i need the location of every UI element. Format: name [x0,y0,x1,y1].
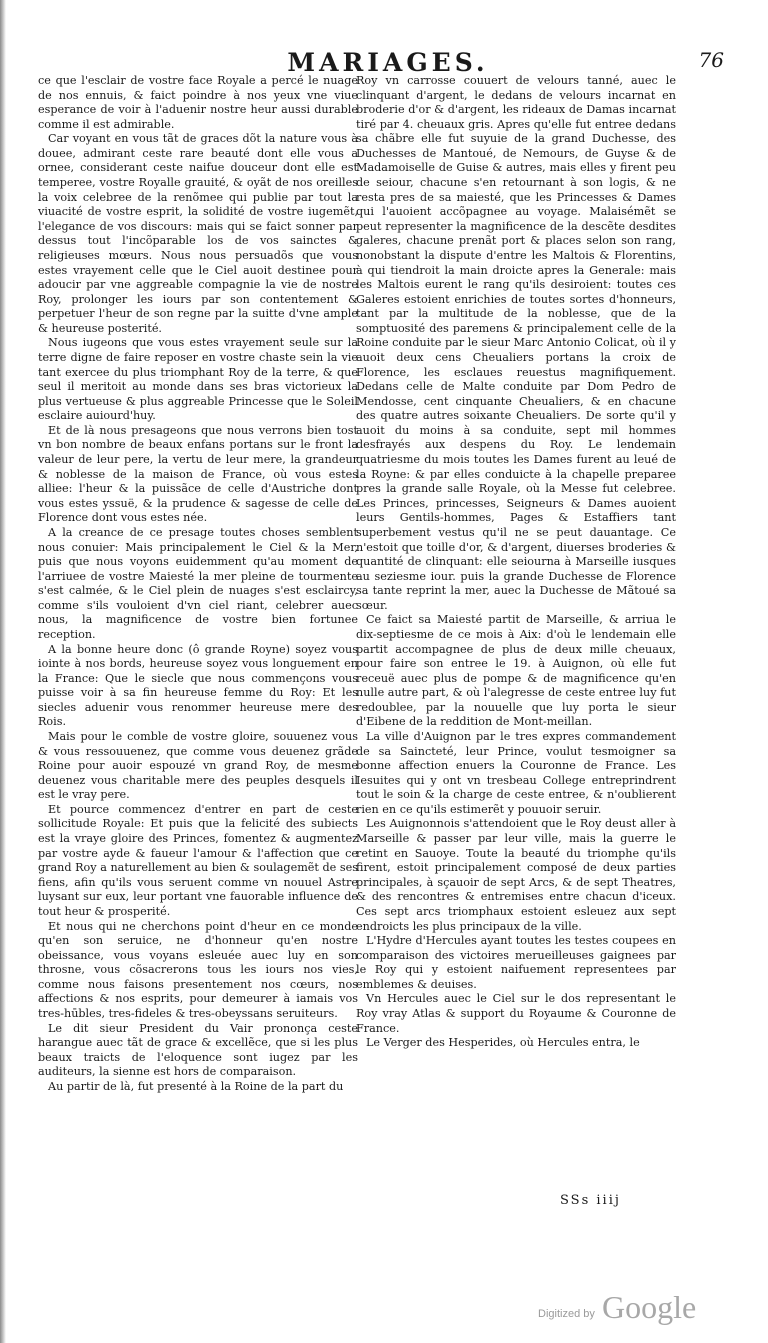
paragraph: Vn Hercules auec le Ciel sur le dos representant le Roy vray Atlas & support du Royaume & Couronne de France. [356,992,676,1035]
paragraph: L'Hydre d'Hercules ayant toutes les testes coupees en comparaison des victoires merueilleuses gaignees par le Roy qui y estoient naifuement representees par emblemes & deuises. [356,934,676,991]
paragraph: La ville d'Auignon par le tres expres commandement de sa Saincteté, leur Prince, voulut tesmoigner sa bonne affection enuers la Couronne de France. Les Iesuites qui y ont vn tresbeau College entreprindrent tout le soin & la charge de ceste entree, & n'oublierent rien en ce qu'ils estimerẽt y pouuoir seruir. [356,730,676,816]
paragraph: Ce faict sa Maiesté partit de Marseille, & arriua le dix-septiesme de ce mois à Aix: d'où le lendemain elle partit accompagnee de plus de deux mille cheuaux, pour faire son entree le 19. à Auignon, où elle fut receuë auec plus de pompe & de magnificence qu'en nulle autre part, & où l'alegresse de ceste entree luy fut redoublee, par la nouuelle que luy porta le sieur d'Eibene de la reddition de Mont-meillan. [356,613,676,729]
paragraph: ce que l'esclair de vostre face Royale a percé le nuage de nos ennuis, & faict poindre à nos yeux vne viue esperance de voir à l'aduenir nostre heur aussi durable comme il est admirable. [38,74,358,131]
paragraph: Le dit sieur President du Vair prononça ceste harangue auec tãt de grace & excellẽce, que si les plus beaux traicts de l'eloquence sont iugez par les auditeurs, la sienne est hors de comparaison. [38,1021,358,1079]
page-number: 76 [698,48,724,72]
paragraph: Roy vn carrosse couuert de velours tanné, auec le clinquant d'argent, le dedans de velours incarnat en broderie d'or & d'argent, les rideaux de Damas incarnat tiré par 4. cheuaux gris. Apres qu'elle fut entree dedans sa chãbre elle fut suyuie de la grand Duchesse, des Duchesses de Mantoué, de Nemours, de Guyse & de Madamoiselle de Guise & autres, mais elles y firent peu de seiour, chacune s'en retournant à son logis, & ne resta pres de sa maiesté, que les Princesses & Dames qui l'auoient accõpagnee au voyage. Malaisémẽt se peut representer la magnificence de la descẽte desdites galeres, chacune prenãt port & places selon son rang, nonobstant la dispute d'entre les Maltois & Florentins, à qui tiendroit la main droicte apres la Generale: mais les Maltois eurent le rang qu'ils desiroient: toutes ces Galeres estoient enrichies de toutes sortes d'honneurs, tant par la multitude de la noblesse, que de la somptuosité des paremens & principalement celle de la Roine conduite par le sieur Marc Antonio Colicat, où il y auoit deux cens Cheualiers portans la croix de Florence, les esclaues reuestus magnifiquement. Dedans celle de Malte conduite par Dom Pedro de Mendosse, cent cinquante Cheualiers, & en chacune des quatre autres soixante Cheualiers. De sorte qu'il y auoit du moins à sa conduite, sept mil hommes desfrayés aux despens du Roy. Le lendemain quatriesme du mois toutes les Dames furent au leué de la Royne: & par elles conduicte à la chapelle preparee pres la grande salle Royale, où la Messe fut celebree. Les Princes, princesses, Seigneurs & Dames auoient leurs Gentils-hommes, Pages & Estaffiers tant superbement vestus qu'il ne se peut dauantage. Ce n'estoit que toille d'or, & d'argent, diuerses broderies & quantité de clinquant: elle seiourna à Marseille iusques au seziesme iour. puis la grande Duchesse de Florence sa tante reprint la mer, auec la Duchesse de Mãtoué sa sœur. [356,74,676,612]
right-column [356,74,676,1051]
signature-mark: SSs iiij [560,1193,621,1208]
paragraph: Et de là nous presageons que nous verrons bien tost vn bon nombre de beaux enfans portans sur le front la valeur de leur pere, la vertu de leur mere, la grandeur & noblesse de la maison de France, où vous estes alliee: l'heur & la puissãce de celle d'Austriche dont vous estes yssuë, & la prudence & sagesse de celle de Florence dont vous estes née. [38,423,358,525]
paragraph: A la creance de ce presage toutes choses semblent nous conuier: Mais principalement le Ciel & la Mer, puis que nous voyons euidemment qu'au moment de l'arriuee de vostre Maiesté la mer pleine de tourmente s'est calmée, & le Ciel plein de nuages s'est esclaircy, comme s'ils vouloient d'vn ciel riant, celebrer auec nous, la magnificence de vostre bien fortunee reception. [38,525,358,641]
page-gutter-shadow [0,0,6,1343]
google-logo: Google [602,1289,697,1325]
page-header [30,48,746,76]
watermark-prefix: Digitized by [538,1308,595,1320]
paragraph: Et nous qui ne cherchons point d'heur en ce monde qu'en son seruice, ne d'honneur qu'en nostre obeissance, vous voyans esleuée auec luy en son throsne, vous cõsacrerons tous les iours nos vies, comme nous faisons presentement nos cœurs, nos affections & nos esprits, pour demeurer à iamais vos tres-hūbles, tres-fideles & tres-obeyssans seruiteurs. [38,919,358,1020]
paragraph: Nous iugeons que vous estes vrayement seule sur la terre digne de faire reposer en vostre chaste sein la vie tant exercee du plus triomphant Roy de la terre, & que seul il meritoit au monde dans ses bras victorieux la plus vertueuse & plus aggreable Princesse que le Soleil esclaire auiourd'huy. [38,336,358,423]
paragraph: Au partir de là, fut presenté à la Roine de la part du [48,1079,344,1093]
paragraph: Et pource commencez d'entrer en part de ceste sollicitude Royale: Et puis que la felicité des subiects est la vraye gloire des Princes, fomentez & augmentez par vostre ayde & faueur l'amour & l'affection que ce grand Roy a naturellement au bien & soulagemẽt de ses fiens, afin qu'ils vous seruent comme vn nouuel Astre luysant sur eux, leur portant vne fauorable influence de tout heur & prosperité. [38,802,358,918]
paragraph: Les Auignonnois s'attendoient que le Roy deust aller à Marseille & passer par leur ville, mais la guerre le retint en Sauoye. Toute la beauté du triomphe qu'ils firent, estoit principalement composé de deux parties principales, à sçauoir de sept Arcs, & de sept Theatres, & des rencontres & entremises entre chacun d'iceux. Ces sept arcs triomphaux estoient esleuez aux sept endroicts les plus principaux de la ville. [356,817,676,933]
left-column [38,74,358,1094]
digitization-watermark [538,1289,738,1332]
running-title: MARIAGES. [287,48,489,77]
paragraph: Le Verger des Hesperides, où Hercules entra, le [366,1036,640,1050]
paragraph: Mais pour le comble de vostre gloire, souuenez vous & vous ressouuenez, que comme vous deuenez grãde Roine pour auoir espouzé vn grand Roy, de mesme deuenez vous charitable mere des peuples desquels il est le vray pere. [38,730,358,802]
paragraph: A la bonne heure donc (ô grande Royne) soyez vous iointe à nos bords, heureuse soyez vous longuement en la France: Que le siecle que nous commençons vous puisse voir à sa fin heureuse femme du Roy: Et les siecles aduenir vous renommer heureuse mere des Rois. [38,642,358,729]
paragraph: Car voyant en vous tãt de graces dõt la nature vous à douee, admirant ceste rare beauté dont elle vous a ornee, considerant ceste naifue douceur dont elle est temperee, vostre Royalle grauité, & oyãt de nos oreilles la voix celebree de la renõmee qui publie par tout la viuacité de vostre esprit, la solidité de vostre iugemẽt, l'elegance de vos discours: mais qui se faict sonner par dessus tout l'incõparable los de vos sainctes & religieuses mœurs. Nous nous persuadõs que vous estes vrayement celle que le Ciel auoit destinee pour adoucir par vne aggreable compagnie la vie de nostre Roy, prolonger les iours par son contentement & perpetuer l'heur de son regne par la suitte d'vne ample & heureuse posterité. [38,132,358,335]
